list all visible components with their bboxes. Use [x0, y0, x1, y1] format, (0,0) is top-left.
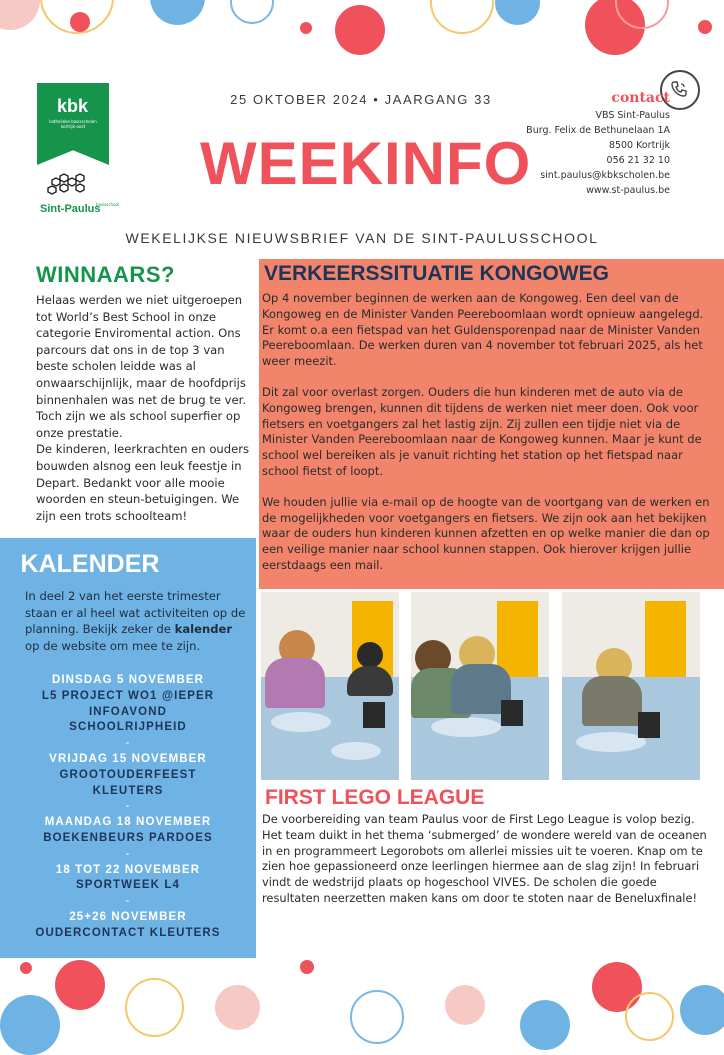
contact-line: Burg. Felix de Bethunelaan 1A	[526, 125, 670, 136]
event-separator: -	[125, 737, 131, 750]
issue-line: 25 OKTOBER 2024 • JAARGANG 33	[230, 92, 492, 107]
contact-email[interactable]: sint.paulus@kbkscholen.be	[540, 170, 670, 181]
calendar-intro-text: In deel 2 van het eerste trimester staan er al heel wat activiteiten op de planning. Bekijk zeker de	[25, 589, 246, 637]
decor-ring	[625, 992, 674, 1041]
traffic-paragraph: Dit zal voor overlast zorgen. Ouders die hun kinderen met de auto via de Kongoweg brengen, kunnen dit tijdens de werken niet meer doen. Ook voor fietsers en voetgangers zal het lastig zijn. Zij zullen een tijdje niet via de Minister Vanden Peereboomlaan naar de Kongoweg kunnen. Maar je kunt de school wel bereiken als je vanuit richting het station op het fietspad naar school fietst of loopt.	[262, 384, 702, 478]
event-separator: -	[125, 847, 131, 860]
calendar-events	[0, 673, 256, 942]
contact-line: 8500 Kortrijk	[608, 140, 670, 151]
event-item: GROOTOUDERFEEST	[59, 768, 197, 781]
decor-circle	[20, 962, 32, 974]
event-date: VRIJDAG 15 NOVEMBER	[49, 752, 207, 765]
event-item: L5 PROJECT WO1 @IEPER	[41, 689, 215, 702]
decor-circle	[215, 985, 260, 1030]
calendar-intro-text: op de website om mee te zijn.	[25, 638, 201, 653]
decor-circle	[300, 22, 312, 34]
event-date: MAANDAG 18 NOVEMBER	[44, 816, 212, 829]
lego-body: De voorbereiding van team Paulus voor de First Lego League is volop bezig. Het team duikt in het thema ‘submerged’ de wondere wereld van de oceanen in en programmeert Legorobots om allerlei missies uit te voeren. Knap om te zien hoe gepassioneerd onze leerlingen hiermee aan de slag zijn! In februari vindt de wedstrijd plaats op hogeschool VIVES. De scholen die goede resultaten neerzetten maken kans om door te stoten naar de Beneluxfinale!	[262, 812, 707, 905]
decor-circle	[0, 995, 60, 1055]
winnaars-paragraph: Helaas werden we niet uitgeroepen tot World’s Best School in onze categorie Enviromental action. Ons parcours dat ons in de top 3 van beste scholen leidde was al onwaarschijnlijk, maar de hoofdprijs binnenhalen was net de brug te ver. Toch zijn we als school superfier op onze prestatie.	[36, 293, 247, 440]
event-item: KLEUTERS	[92, 784, 164, 797]
decor-circle	[680, 985, 724, 1035]
contact-title: contact	[611, 90, 670, 106]
event-item: SPORTWEEK L4	[76, 879, 180, 892]
lego-photo-2	[411, 592, 549, 780]
kbk-logo-text: kbk	[57, 96, 89, 116]
honeycomb-icon	[44, 170, 92, 200]
page-subtitle: WEKELIJKSE NIEUWSBRIEF VAN DE SINT-PAULUSSCHOOL	[125, 230, 599, 246]
decor-circle	[0, 0, 40, 30]
calendar-section	[0, 538, 256, 958]
kbk-logo	[37, 83, 109, 165]
lego-photo-3	[562, 592, 700, 780]
decor-ring	[230, 0, 274, 24]
event-item: OUDERCONTACT KLEUTERS	[35, 926, 221, 939]
decor-ring	[430, 0, 494, 34]
event-date: 18 TOT 22 NOVEMBER	[55, 863, 201, 876]
event-item: BOEKENBEURS PARDOES	[43, 831, 213, 844]
traffic-title: VERKEERSSITUATIE KONGOWEG	[264, 262, 609, 285]
event-separator: -	[125, 800, 131, 813]
event-date: DINSDAG 5 NOVEMBER	[51, 674, 205, 686]
decor-circle	[445, 985, 485, 1025]
decor-ring	[350, 990, 404, 1044]
traffic-paragraph: We houden jullie via e-mail op de hoogte van de voortgang van de werken en de mogelijkheden voor voetgangers en fietsers. We zijn ook aan het bekijken waar de ouders hun kinderen kunnen afzetten en op welke manier die dan op een veilige manier naar school kunnen stappen. Ook hierover krijgen jullie eerstdaags een mail.	[262, 494, 710, 572]
lego-title: FIRST LEGO LEAGUE	[265, 786, 485, 809]
decor-circle	[495, 0, 540, 25]
contact-line: VBS Sint-Paulus	[595, 110, 670, 121]
page-title: WEEKINFO	[200, 130, 532, 197]
event-separator: -	[125, 895, 131, 908]
calendar-intro	[25, 588, 247, 654]
decor-circle	[55, 960, 105, 1010]
traffic-body	[262, 291, 717, 589]
school-logo-subtext: basisschool	[96, 202, 120, 207]
decor-circle	[150, 0, 205, 25]
contact-website[interactable]: www.st-paulus.be	[586, 185, 670, 196]
contact-block	[520, 90, 670, 198]
decor-circle	[335, 5, 385, 55]
school-logo-text: Sint-Paulus	[40, 203, 101, 215]
traffic-paragraph: Op 4 november beginnen de werken aan de Kongoweg. Een deel van de Kongoweg en de Minister Vanden Peereboomlaan wordt opnieuw aangelegd. Er komt o.a een fietspad van het Guldensporenpad naar de Minister Vanden Peereboomlaan. De werken duren van 4 november tot februari 2025, als het weer meezit.	[262, 291, 704, 369]
event-item: SCHOOLRIJPHEID	[69, 721, 187, 734]
contact-phone[interactable]: 056 21 32 10	[606, 155, 670, 166]
winnaars-title: WINNAARS?	[36, 262, 175, 287]
decor-circle	[698, 20, 712, 34]
winnaars-body	[36, 292, 258, 524]
traffic-section	[259, 259, 724, 589]
calendar-link[interactable]: kalender	[174, 622, 233, 637]
decor-circle	[70, 12, 90, 32]
calendar-title: KALENDER	[20, 550, 160, 578]
decor-circle	[300, 960, 314, 974]
winnaars-paragraph: De kinderen, leerkrachten en ouders bouwden alsnog een leuk feestje in Depart. Bedankt voor alle mooie woorden en steun-betuigingen. We zijn een trots schoolteam!	[36, 442, 250, 523]
lego-photo-1	[261, 592, 399, 780]
decor-circle	[520, 1000, 570, 1050]
event-date: 25+26 NOVEMBER	[69, 910, 187, 923]
decor-ring	[125, 978, 184, 1037]
kbk-logo-subtext: katholieke basisscholen kortrijk-oost	[49, 119, 97, 129]
event-item: INFOAVOND	[88, 705, 168, 718]
